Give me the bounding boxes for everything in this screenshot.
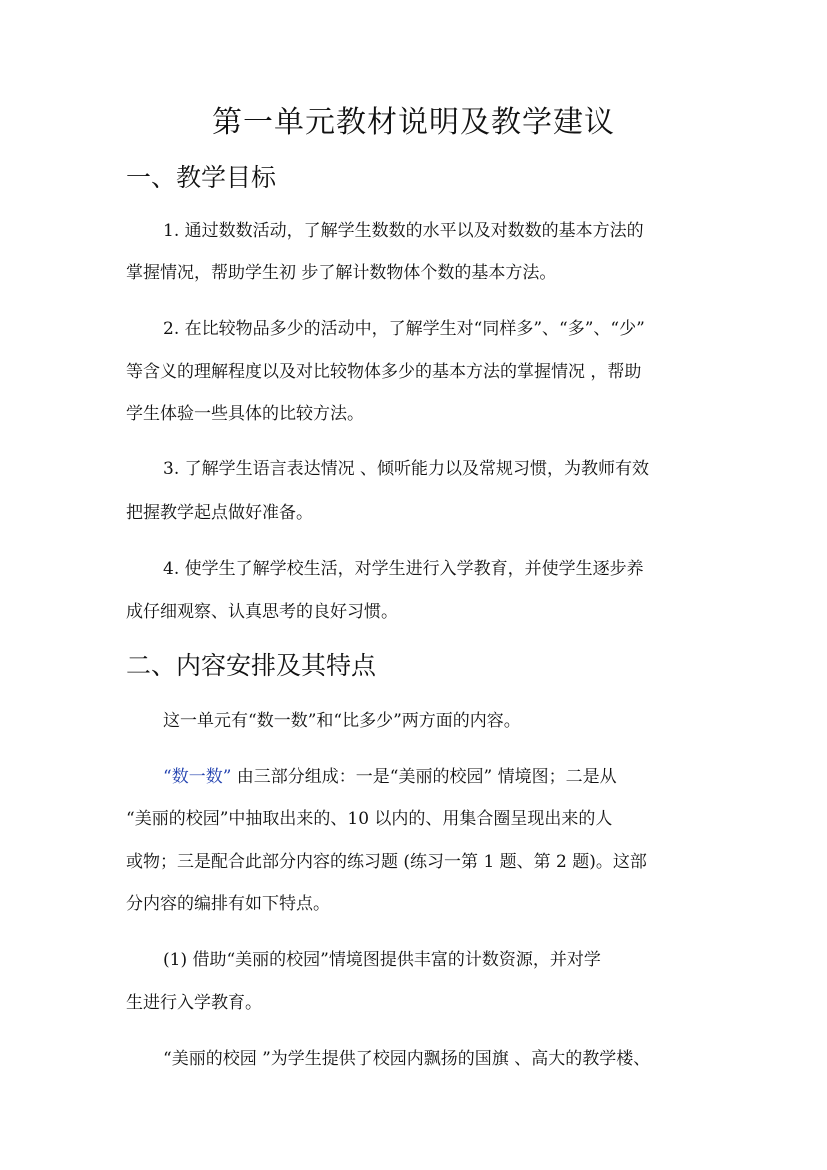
paragraph-line: 4. 使学生了解学校生活，对学生进行入学教育，并使学生逐步养 <box>163 559 644 579</box>
paragraph-line: 分内容的编排有如下特点。 <box>126 894 330 914</box>
paragraph-line: 把握教学起点做好准备。 <box>126 503 313 523</box>
paragraph-line: (1) 借助“美丽的校园”情境图提供丰富的计数资源，并对学 <box>163 950 601 970</box>
paragraph-line: 这一单元有“数一数”和“比多少”两方面的内容。 <box>163 711 521 731</box>
section-heading-goals: 一、教学目标 <box>126 163 277 192</box>
paragraph-line: 生进行入学教育。 <box>126 993 262 1013</box>
paragraph-line: 1. 通过数数活动，了解学生数数的水平以及对数数的基本方法的 <box>163 221 644 241</box>
paragraph-line: 掌握情况，帮助学生初 步了解计数物体个数的基本方法。 <box>126 263 557 283</box>
paragraph-line: 成仔细观察、认真思考的良好习惯。 <box>126 602 398 622</box>
paragraph-line: 3. 了解学生语言表达情况 、倾听能力以及常规习惯，为教师有效 <box>163 459 650 479</box>
paragraph-text: 由三部分组成：一是“美丽的校园” 情境图；二是从 <box>236 767 617 787</box>
page-title: 第一单元教材说明及教学建议 <box>212 105 615 140</box>
paragraph-line: 2. 在比较物品多少的活动中，了解学生对“同样多”、“多”、“少” <box>163 319 645 339</box>
paragraph-line: 学生体验一些具体的比较方法。 <box>126 404 364 424</box>
paragraph-line: 或物；三是配合此部分内容的练习题 (练习一第 1 题、第 2 题)。这部 <box>126 852 647 872</box>
paragraph-line <box>163 764 617 790</box>
paragraph-line: 等含义的理解程度以及对比较物体多少的基本方法的掌握情况 ，帮助 <box>126 362 642 382</box>
paragraph-line: “美丽的校园 ”为学生提供了校园内飘扬的国旗 、高大的教学楼、 <box>163 1049 651 1069</box>
section-heading-content: 二、内容安排及其特点 <box>126 651 377 680</box>
highlighted-term: “数一数” <box>163 767 232 787</box>
paragraph-line: “美丽的校园”中抽取出来的、10 以内的、用集合圈呈现出来的人 <box>126 809 613 829</box>
